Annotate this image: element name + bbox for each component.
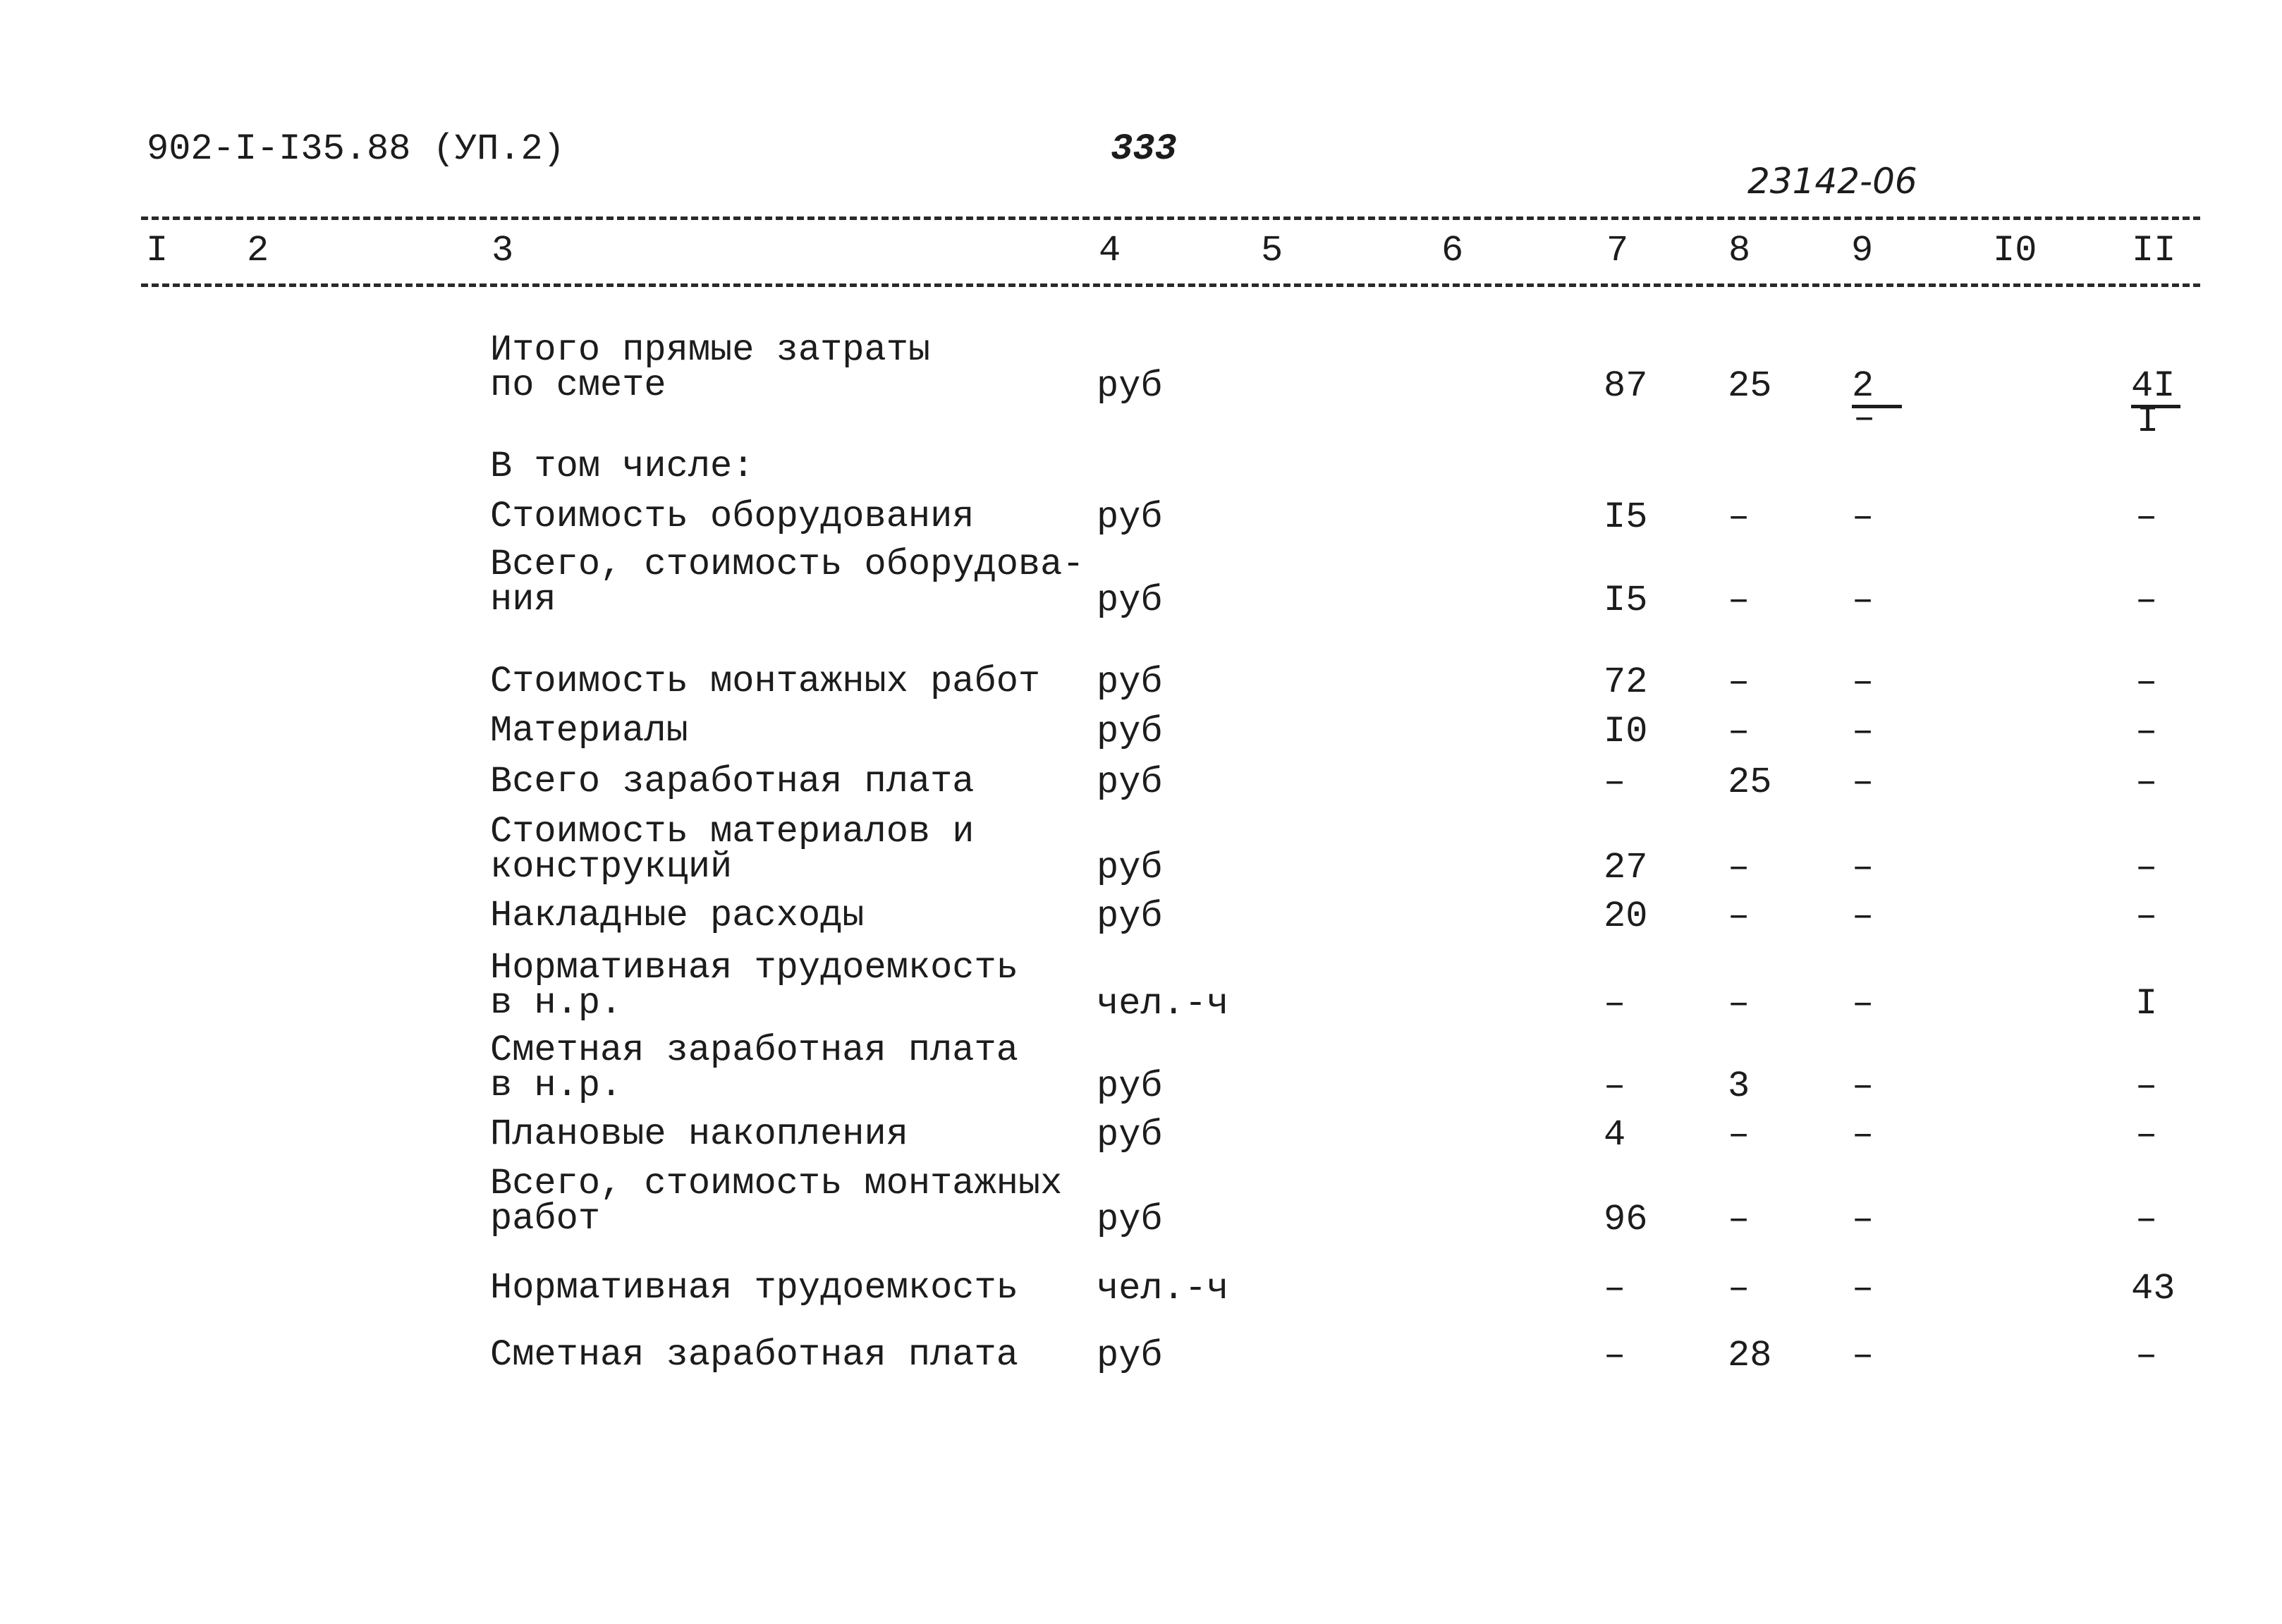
row-col8: – — [1728, 983, 1750, 1025]
row-col7: I0 — [1604, 711, 1648, 752]
row-col8: – — [1728, 1268, 1750, 1309]
row-col9: – — [1852, 847, 1874, 889]
row-col7: 27 — [1604, 847, 1648, 889]
row-col9: – — [1852, 580, 1874, 621]
row-col9: – — [1852, 896, 1874, 937]
row-col11: – — [2135, 1335, 2158, 1376]
row-unit: руб — [1097, 580, 1163, 621]
row-col11: – — [2135, 762, 2158, 803]
row-unit: руб — [1097, 847, 1163, 889]
row-col8: 25 — [1728, 762, 1772, 803]
row-col8: 25 — [1728, 365, 1772, 407]
row-unit: чел.-ч — [1097, 983, 1229, 1025]
column-header: 5 — [1261, 230, 1283, 271]
row-label: Стоимость материалов и конструкций — [490, 811, 975, 888]
row-col8: – — [1728, 580, 1750, 621]
row-col8: 28 — [1728, 1335, 1772, 1376]
row-unit: руб — [1097, 1335, 1163, 1376]
row-col7: – — [1604, 1268, 1626, 1309]
row-label: Всего, стоимость монтажных работ — [490, 1163, 1063, 1240]
column-header: 9 — [1851, 230, 1874, 271]
row-col8: – — [1728, 1199, 1750, 1240]
row-unit: руб — [1097, 365, 1163, 407]
row-unit: руб — [1097, 661, 1163, 703]
column-header: 2 — [247, 230, 269, 271]
row-label: Накладные расходы — [490, 895, 865, 936]
row-unit: руб — [1097, 896, 1163, 937]
row-col11: 4I — [2131, 368, 2180, 408]
row-unit: руб — [1097, 762, 1163, 803]
row-col9: 2 — [1852, 368, 1902, 408]
row-col8: – — [1728, 847, 1750, 889]
row-col9: – — [1852, 496, 1874, 538]
column-header: 4 — [1099, 230, 1121, 271]
row-label: Итого прямые затраты по смете — [490, 329, 931, 406]
column-header: I0 — [1993, 230, 2037, 271]
row-label: В том числе: — [490, 446, 755, 487]
row-unit: руб — [1097, 1114, 1163, 1156]
row-label: Всего, стоимость оборудова- ния — [490, 544, 1085, 621]
page-number: 333 — [1111, 128, 1177, 170]
row-col7: 20 — [1604, 896, 1648, 937]
row-label: Сметная заработная плата в н.р. — [490, 1030, 1018, 1106]
row-unit: руб — [1097, 496, 1163, 538]
column-header: I — [146, 230, 169, 271]
column-header: II — [2132, 230, 2176, 271]
inventory-number: 23142-06 — [1747, 161, 1917, 202]
row-col9: – — [1852, 1268, 1874, 1309]
row-col9-below: – — [1853, 398, 1876, 439]
row-col11: I — [2135, 983, 2158, 1025]
row-col11-below: I — [2137, 401, 2159, 442]
row-label: Плановые накопления — [490, 1113, 908, 1155]
row-col11: – — [2135, 496, 2158, 538]
row-col8: – — [1728, 661, 1750, 703]
row-col9: – — [1852, 1335, 1874, 1376]
row-label: Нормативная трудоемкость в н.р. — [490, 947, 1018, 1024]
header-top-rule — [141, 216, 2200, 220]
row-col8: 3 — [1728, 1066, 1750, 1107]
row-label: Стоимость оборудования — [490, 496, 975, 537]
row-col8: – — [1728, 896, 1750, 937]
row-col9: – — [1852, 1066, 1874, 1107]
row-col7: 72 — [1604, 661, 1648, 703]
row-col8: – — [1728, 496, 1750, 538]
row-col11: – — [2135, 847, 2158, 889]
row-col9: – — [1852, 661, 1874, 703]
row-col7: 4 — [1604, 1114, 1626, 1156]
row-col9: – — [1852, 983, 1874, 1025]
row-col7: 96 — [1604, 1199, 1648, 1240]
row-col11: – — [2135, 896, 2158, 937]
row-col11: 43 — [2131, 1268, 2176, 1309]
row-unit: чел.-ч — [1097, 1268, 1229, 1309]
row-label: Материалы — [490, 710, 688, 752]
row-unit: руб — [1097, 1199, 1163, 1240]
row-col7: – — [1604, 762, 1626, 803]
row-col7: I5 — [1604, 496, 1648, 538]
row-col7: – — [1604, 1066, 1626, 1107]
row-col9: – — [1852, 762, 1874, 803]
header-bottom-rule — [141, 283, 2200, 287]
row-label: Сметная заработная плата — [490, 1334, 1018, 1376]
row-label: Нормативная трудоемкость — [490, 1267, 1018, 1309]
row-col7: I5 — [1604, 580, 1648, 621]
row-col8: – — [1728, 711, 1750, 752]
document-code: 902-I-I35.88 (УП.2) — [147, 128, 565, 170]
row-col8: – — [1728, 1114, 1750, 1156]
row-label: Стоимость монтажных работ — [490, 661, 1041, 702]
row-unit: руб — [1097, 1066, 1163, 1107]
row-col9: – — [1852, 1199, 1874, 1240]
row-col11: – — [2135, 1114, 2158, 1156]
row-unit: руб — [1097, 711, 1163, 752]
row-col11: – — [2135, 711, 2158, 752]
row-col7: – — [1604, 983, 1626, 1025]
row-col7: – — [1604, 1335, 1626, 1376]
row-col11: – — [2135, 1066, 2158, 1107]
column-header: 3 — [492, 230, 514, 271]
row-col9: – — [1852, 1114, 1874, 1156]
column-header: 8 — [1728, 230, 1751, 271]
column-header: 6 — [1441, 230, 1464, 271]
row-col9: – — [1852, 711, 1874, 752]
row-col11: – — [2135, 1199, 2158, 1240]
row-col7: 87 — [1604, 365, 1648, 407]
row-label: Всего заработная плата — [490, 761, 975, 802]
row-col11: – — [2135, 661, 2158, 703]
column-header: 7 — [1606, 230, 1629, 271]
row-col11: – — [2135, 580, 2158, 621]
